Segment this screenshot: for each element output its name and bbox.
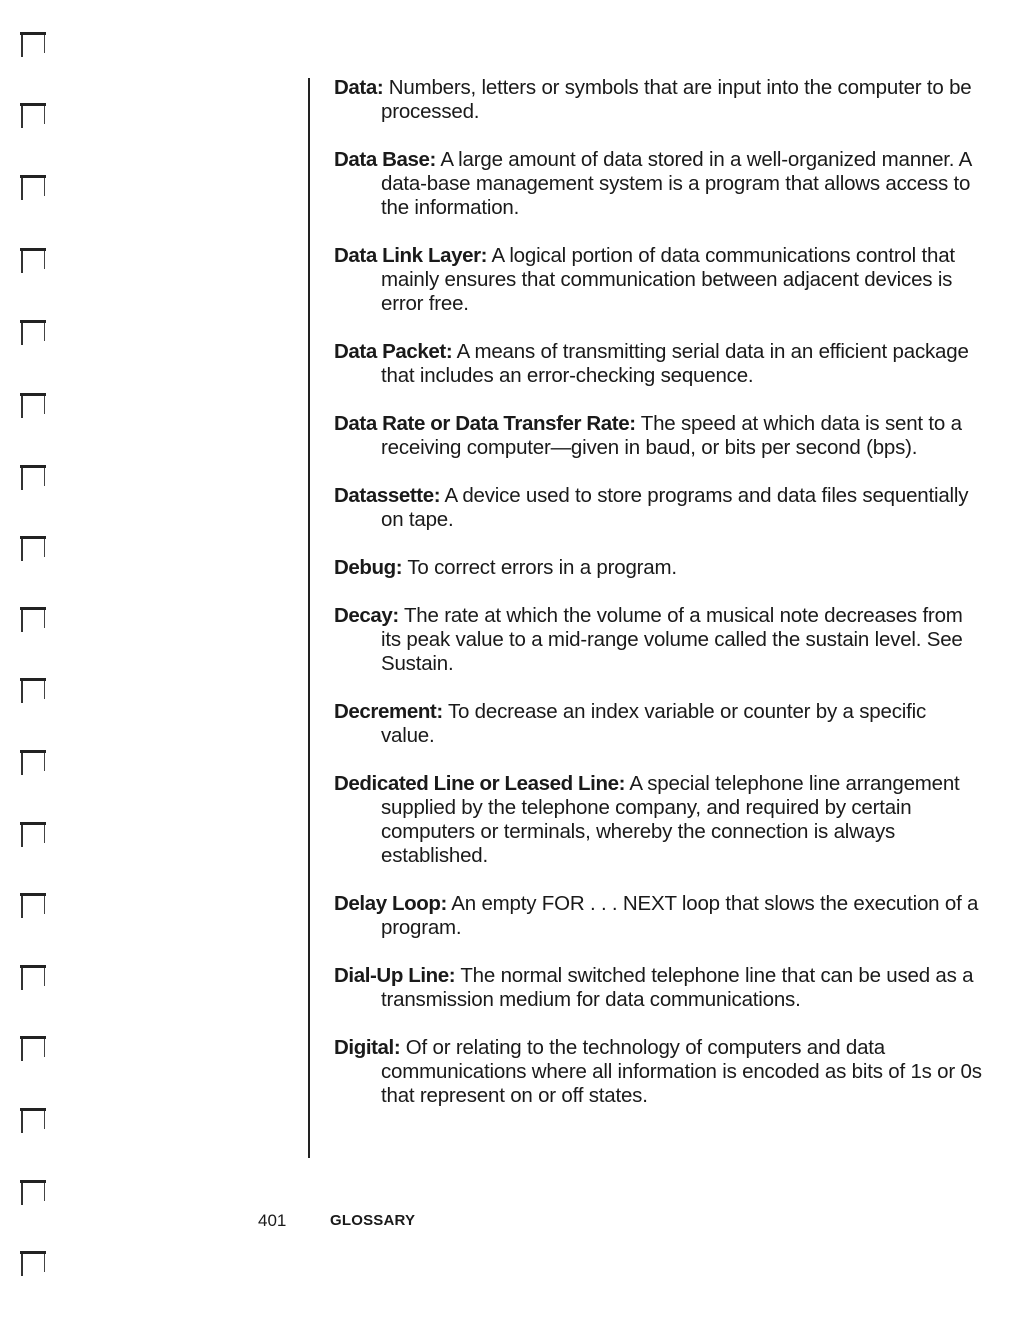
glossary-entry [334,412,984,460]
punch-hole-mark [20,1251,46,1287]
glossary-term: Dedicated Line or Leased Line: [334,772,626,795]
punch-hole-mark [20,893,46,929]
punch-hole-mark [20,248,46,284]
punch-hole-mark [20,1036,46,1072]
glossary-definition: To decrease an index variable or counter by a specific value. [381,700,926,747]
glossary-term: Data Base: [334,148,436,171]
punch-hole-mark [20,103,46,139]
glossary-definition: A large amount of data stored in a well-organized manner. A data-base management system is a program that allows access to the information. [381,148,971,219]
glossary-term: Data: [334,76,384,99]
glossary-definition: The rate at which the volume of a musical note decreases from its peak value to a mid-range volume called the sustain level. See Sustain. [381,604,963,675]
glossary-entry [334,964,984,1012]
glossary-definition: A logical portion of data communications control that mainly ensures that communication between adjacent devices is error free. [381,244,955,315]
glossary-entry [334,484,984,532]
glossary-term: Data Rate or Data Transfer Rate: [334,412,636,435]
punch-hole-mark [20,678,46,714]
glossary-definition: Numbers, letters or symbols that are input into the computer to be processed. [381,76,972,123]
glossary-entry [334,772,984,868]
glossary-term: Datassette: [334,484,441,507]
glossary-definition: A special telephone line arrangement supplied by the telephone company, and required by certain computers or terminals, whereby the connection is always established. [381,772,960,867]
glossary-definition: To correct errors in a program. [407,556,677,579]
punch-hole-mark [20,32,46,68]
glossary-entry [334,604,984,676]
glossary-entry [334,244,984,316]
glossary-term: Decrement: [334,700,443,723]
glossary-definition: The speed at which data is sent to a receiving computer—given in baud, or bits per second (bps). [381,412,962,459]
glossary-definition: A device used to store programs and data files sequentially on tape. [381,484,969,531]
glossary-definition: The normal switched telephone line that can be used as a transmission medium for data communications. [381,964,974,1011]
glossary-entry [334,148,984,220]
punch-hole-mark [20,1180,46,1216]
section-label: GLOSSARY [330,1212,416,1229]
glossary-definition: Of or relating to the technology of computers and data communications where all information is encoded as bits of 1s or 0s that represent on or off states. [381,1036,982,1107]
punch-hole-mark [20,1108,46,1144]
glossary-definition: An empty FOR . . . NEXT loop that slows the execution of a program. [381,892,979,939]
punch-hole-mark [20,607,46,643]
glossary-term: Decay: [334,604,399,627]
punch-hole-mark [20,965,46,1001]
glossary-entry [334,556,984,580]
page-number: 401 [258,1211,287,1230]
punch-hole-mark [20,320,46,356]
glossary-term: Data Link Layer: [334,244,488,267]
glossary-term: Delay Loop: [334,892,447,915]
glossary-term: Data Packet: [334,340,453,363]
glossary-entry [334,340,984,388]
margin-rule [308,78,310,1158]
glossary-entry [334,76,984,124]
punch-hole-mark [20,750,46,786]
glossary-term: Dial-Up Line: [334,964,456,987]
glossary-entry [334,892,984,940]
glossary-term: Digital: [334,1036,401,1059]
glossary-list [334,76,984,1132]
punch-hole-mark [20,175,46,211]
glossary-entry [334,700,984,748]
punch-hole-mark [20,465,46,501]
binder-punch-strip [0,0,70,1327]
glossary-term: Debug: [334,556,403,579]
glossary-definition: A means of transmitting serial data in an efficient package that includes an error-checking sequence. [381,340,969,387]
punch-hole-mark [20,822,46,858]
punch-hole-mark [20,393,46,429]
glossary-entry [334,1036,984,1108]
punch-hole-mark [20,536,46,572]
